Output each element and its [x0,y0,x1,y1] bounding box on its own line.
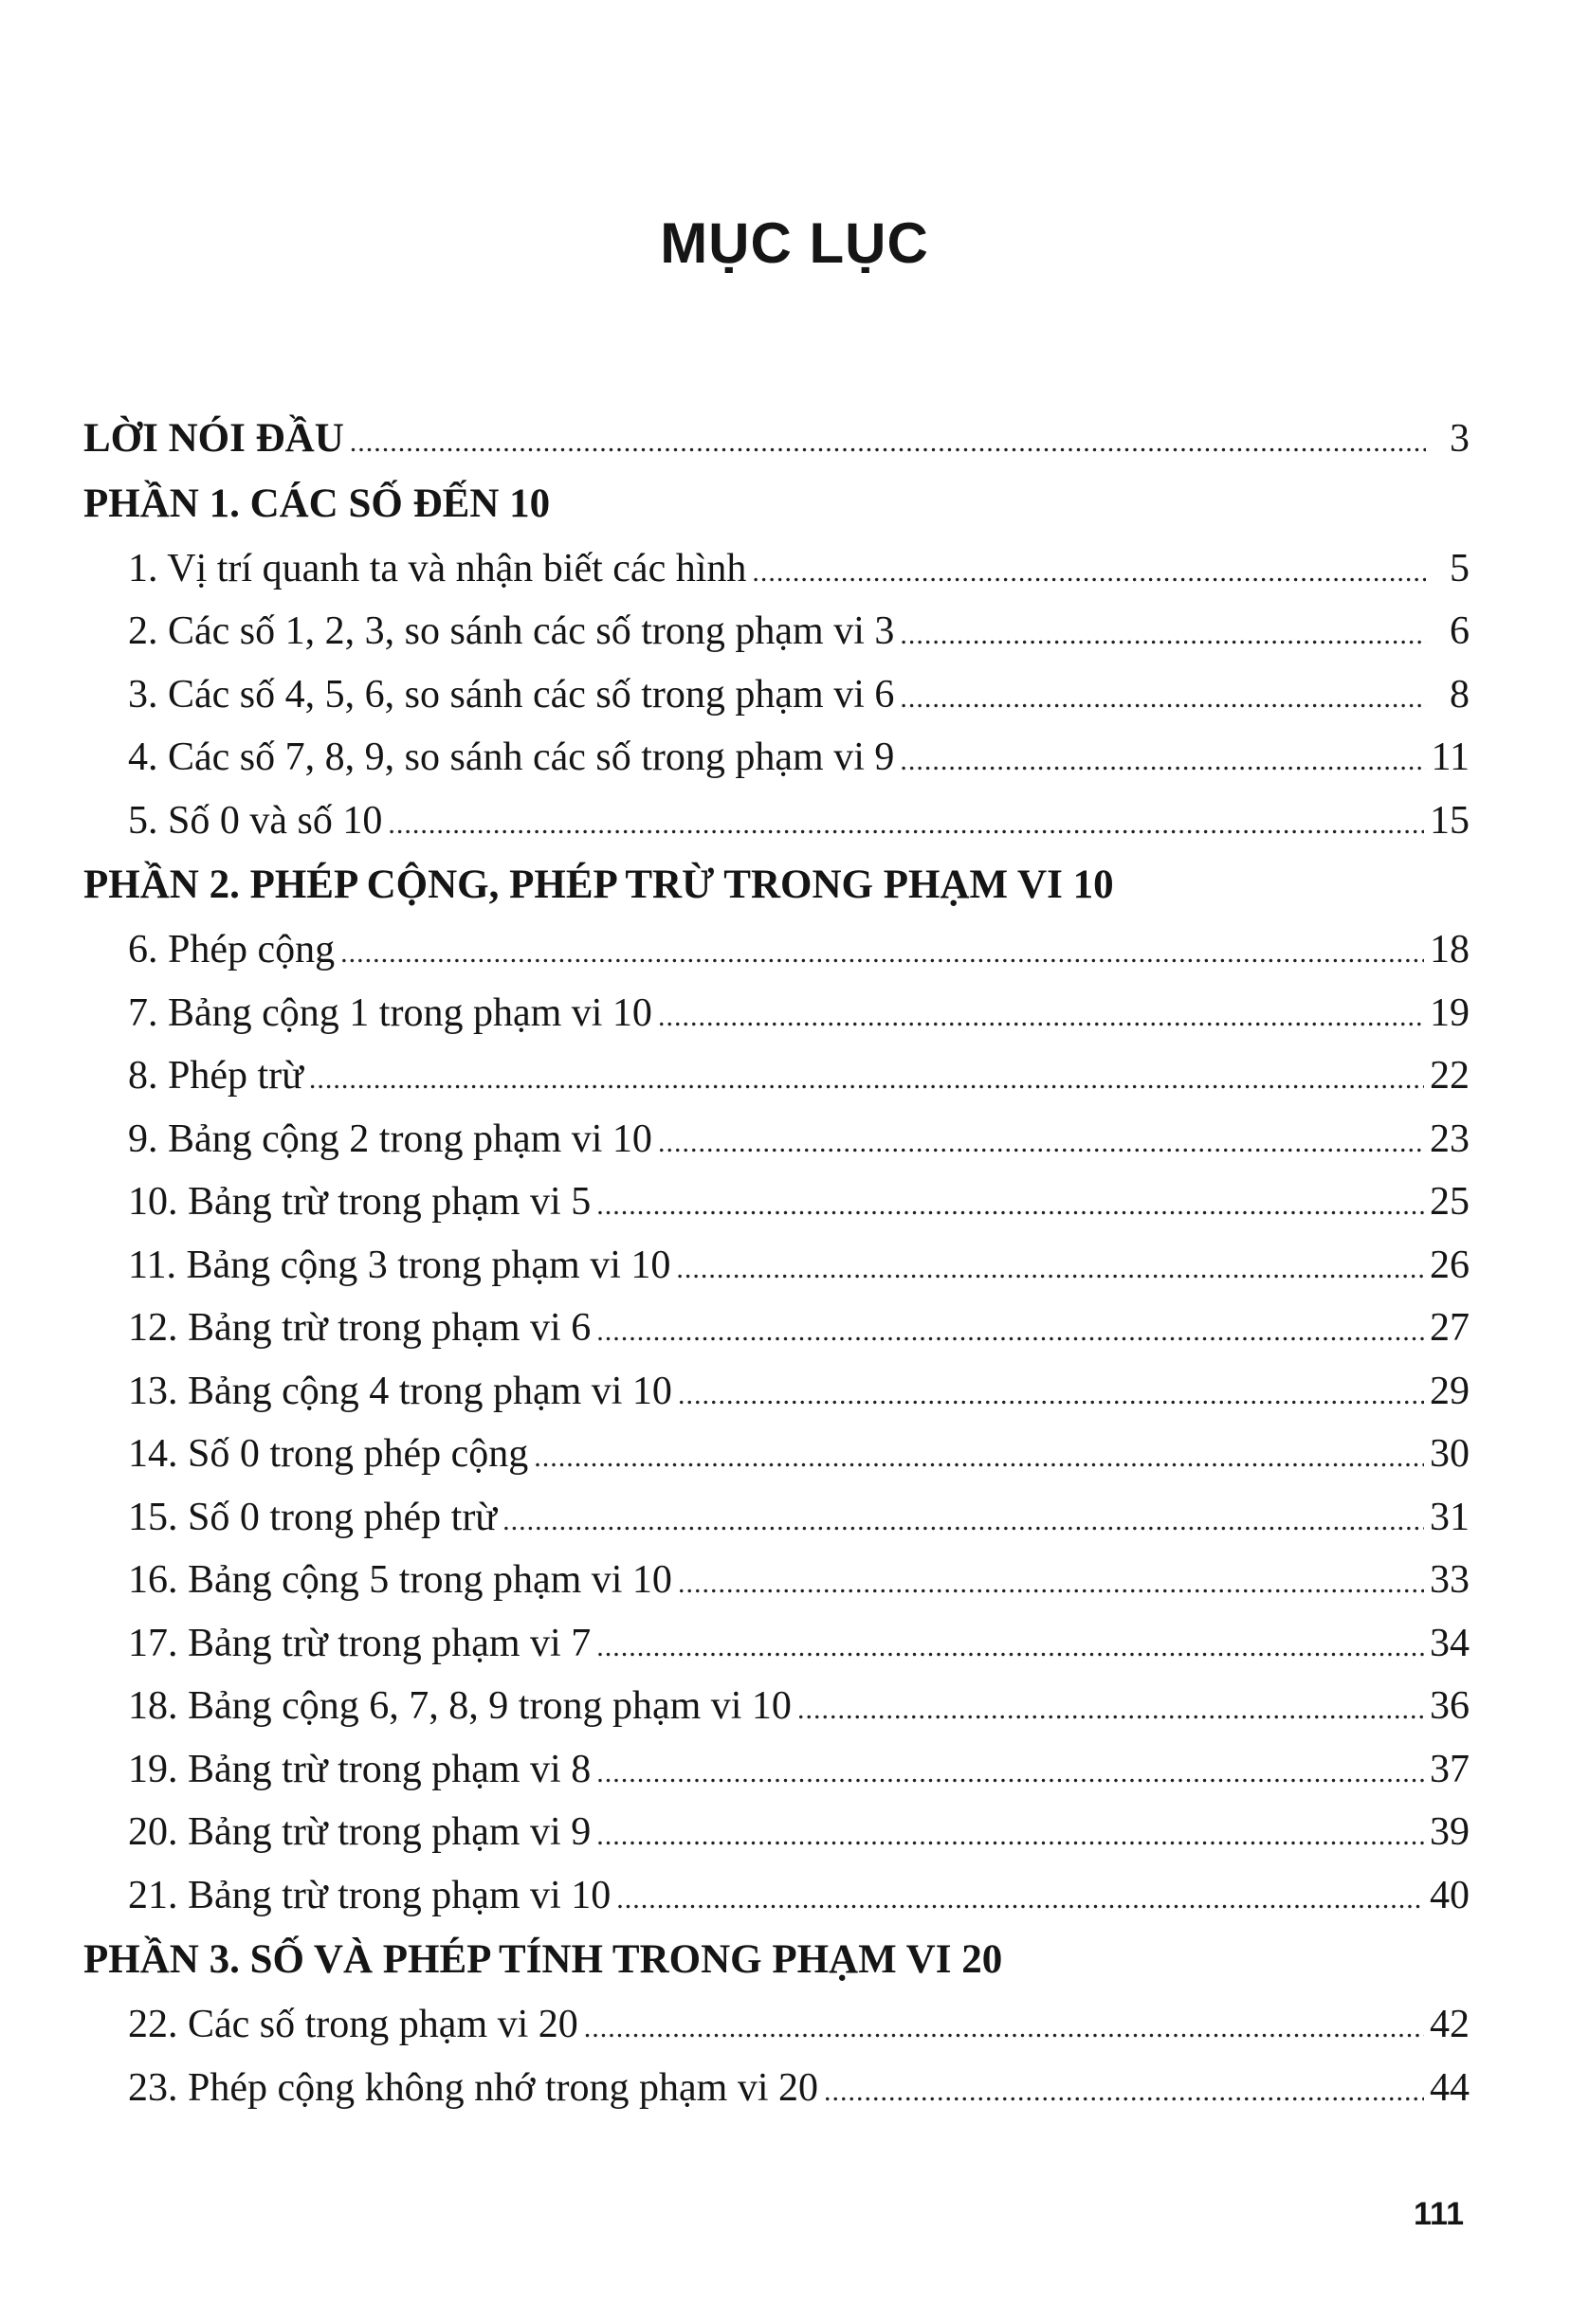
toc-label: PHẦN 2. PHÉP CỘNG, PHÉP TRỪ TRONG PHẠM VI 10 [83,862,1114,907]
toc-part-heading[interactable] [83,852,1470,918]
toc-label: 6. Phép cộng [128,928,336,971]
toc-label: 11. Bảng cộng 3 trong phạm vi 10 [128,1243,671,1287]
toc-label: 2. Các số 1, 2, 3, so sánh các số trong phạm vi 3 [128,609,895,653]
toc-page: 6 [1450,609,1470,653]
table-of-contents [83,408,1470,2119]
toc-entry[interactable] [83,663,1470,727]
toc-page: 30 [1430,1432,1470,1476]
toc-label: 7. Bảng cộng 1 trong phạm vi 10 [128,990,652,1035]
toc-page: 44 [1430,2065,1470,2110]
toc-page: 37 [1430,1747,1470,1791]
toc-entry[interactable] [83,1738,1470,1802]
toc-part-heading[interactable] [83,1927,1470,1993]
toc-entry[interactable] [83,918,1470,982]
toc-page: 26 [1430,1243,1470,1287]
toc-entry[interactable] [83,1993,1470,2057]
dot-leader [676,1238,1424,1301]
toc-page: 18 [1430,928,1470,971]
toc-page: 33 [1430,1558,1470,1602]
dot-leader [388,793,1424,857]
toc-label: 9. Bảng cộng 2 trong phạm vi 10 [128,1117,652,1161]
toc-label: 10. Bảng trừ trong phạm vi 5 [128,1180,592,1224]
toc-label: 13. Bảng cộng 4 trong phạm vi 10 [128,1369,672,1413]
toc-label: 14. Số 0 trong phép cộng [128,1432,529,1476]
dot-leader [350,411,1426,475]
toc-page: 8 [1450,672,1470,717]
toc-label: 17. Bảng trừ trong phạm vi 7 [128,1621,592,1665]
dot-leader [340,922,1424,986]
toc-page: 34 [1430,1621,1470,1665]
dot-leader [900,604,1426,667]
dot-leader [616,1868,1424,1932]
toc-label: 20. Bảng trừ trong phạm vi 9 [128,1810,592,1854]
toc-label: 4. Các số 7, 8, 9, so sánh các số trong phạm vi 9 [128,735,895,779]
toc-page: 42 [1430,2003,1470,2046]
dot-leader [678,1552,1424,1616]
dot-leader [658,1112,1424,1175]
toc-page: 31 [1430,1495,1470,1539]
toc-entry[interactable] [83,1044,1470,1108]
dot-leader [502,1490,1424,1553]
toc-entry[interactable] [83,1423,1470,1486]
toc-label: 16. Bảng cộng 5 trong phạm vi 10 [128,1558,672,1602]
toc-entry[interactable] [83,1171,1470,1234]
toc-label: PHẦN 1. CÁC SỐ ĐẾN 10 [83,481,551,526]
toc-page: 19 [1430,990,1470,1035]
toc-label: 18. Bảng cộng 6, 7, 8, 9 trong phạm vi 10 [128,1684,792,1728]
toc-label: 8. Phép trừ [128,1054,303,1098]
dot-leader [678,1364,1424,1427]
dot-leader [596,1805,1424,1868]
dot-leader [596,1616,1424,1679]
toc-entry[interactable] [83,1801,1470,1864]
toc-entry[interactable] [83,537,1470,601]
toc-page: 29 [1430,1369,1470,1413]
toc-label: 5. Số 0 và số 10 [128,798,383,843]
toc-label: LỜI NÓI ĐẦU [83,416,344,461]
toc-page: 3 [1450,417,1470,461]
toc-entry[interactable] [83,2057,1470,2120]
toc-page: 22 [1430,1054,1470,1098]
toc-page: 5 [1450,546,1470,590]
page-number: 111 [1414,2196,1464,2232]
toc-page: 25 [1430,1180,1470,1224]
toc-label: 3. Các số 4, 5, 6, so sánh các số trong phạm vi 6 [128,672,895,717]
dot-leader [900,667,1426,731]
toc-page: 15 [1430,798,1470,843]
toc-entry[interactable] [83,726,1470,790]
toc-label: 21. Bảng trừ trong phạm vi 10 [128,1873,612,1917]
dot-leader [534,1426,1424,1490]
toc-entry[interactable] [83,790,1470,853]
toc-label: 12. Bảng trừ trong phạm vi 6 [128,1306,592,1350]
dot-leader [658,986,1424,1049]
toc-entry[interactable] [83,1486,1470,1550]
toc-entry[interactable] [83,1864,1470,1928]
toc-page: 11 [1431,735,1470,779]
toc-entry[interactable] [83,1297,1470,1360]
toc-entry[interactable] [83,982,1470,1045]
toc-entry-preface[interactable] [83,408,1470,471]
dot-leader [596,1174,1424,1238]
toc-page: 23 [1430,1117,1470,1161]
dot-leader [309,1048,1424,1112]
toc-entry[interactable] [83,1612,1470,1676]
dot-leader [900,730,1425,793]
dot-leader [824,2061,1424,2124]
toc-label: PHẦN 3. SỐ VÀ PHÉP TÍNH TRONG PHẠM VI 20 [83,1937,1003,1982]
dot-leader [596,1300,1424,1364]
dot-leader [596,1742,1424,1806]
toc-entry[interactable] [83,1549,1470,1612]
toc-label: 1. Vị trí quanh ta và nhận biết các hình [128,546,747,590]
toc-entry[interactable] [83,600,1470,663]
toc-label: 22. Các số trong phạm vi 20 [128,2003,578,2046]
toc-page: 39 [1430,1810,1470,1854]
dot-leader [797,1679,1424,1742]
toc-page: 40 [1430,1873,1470,1917]
toc-label: 19. Bảng trừ trong phạm vi 8 [128,1747,592,1791]
toc-label: 15. Số 0 trong phép trừ [128,1495,498,1539]
toc-page: 27 [1430,1306,1470,1350]
dot-leader [752,541,1426,605]
dot-leader [584,1997,1424,2061]
page-title: MỤC LỤC [660,211,929,275]
toc-entry[interactable] [83,1360,1470,1424]
toc-label: 23. Phép cộng không nhớ trong phạm vi 20 [128,2065,818,2110]
toc-entry[interactable] [83,1108,1470,1171]
toc-part-heading[interactable] [83,471,1470,537]
toc-entry[interactable] [83,1234,1470,1298]
toc-page: 36 [1430,1684,1470,1728]
toc-entry[interactable] [83,1675,1470,1738]
